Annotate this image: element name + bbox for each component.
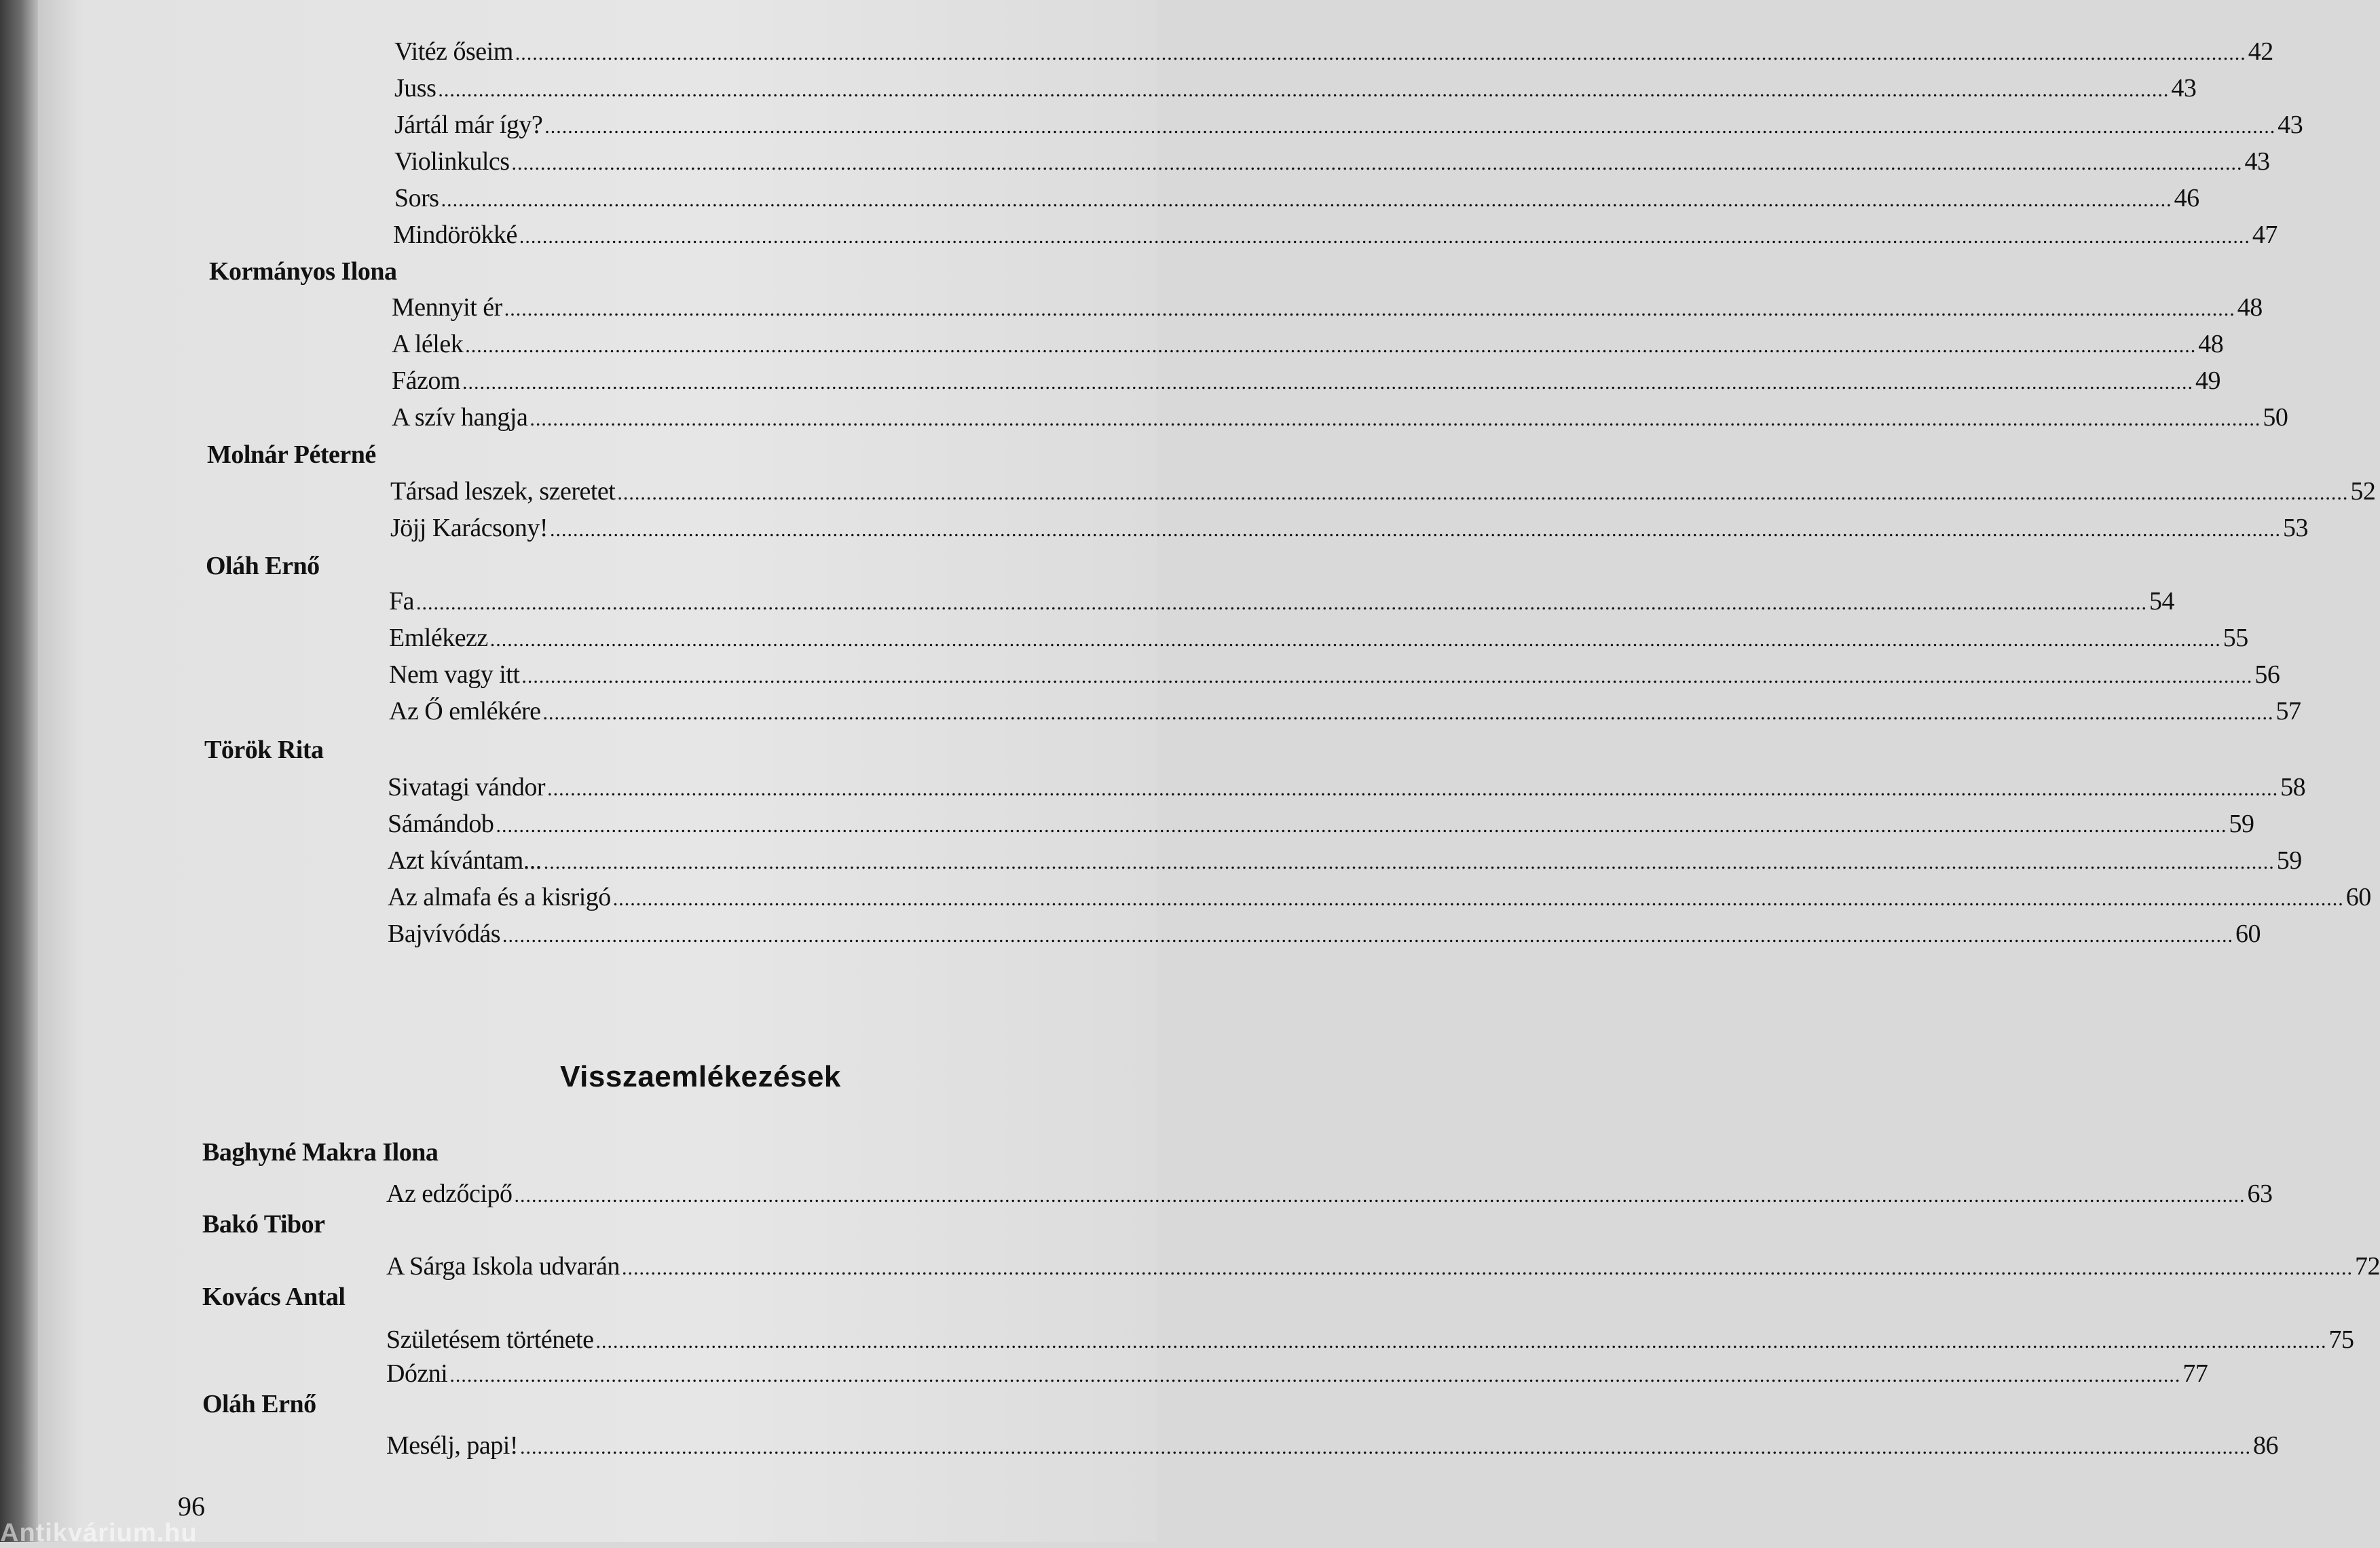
entry-page-number: 72	[2354, 1252, 2380, 1281]
author-name: Oláh Ernő	[206, 552, 320, 580]
entry-title: Juss	[394, 74, 436, 102]
entry-title: Születésem története	[386, 1325, 594, 1354]
toc-entry	[386, 1177, 2273, 1212]
entry-page-number: 60	[2235, 920, 2261, 948]
toc-entry	[386, 1429, 2279, 1464]
author-name: Baghyné Makra Ilona	[202, 1138, 439, 1167]
toc-entry	[388, 808, 2254, 842]
entry-title: Bajvívódás	[388, 920, 500, 948]
entry-page-number: 59	[2229, 810, 2254, 838]
author-name: Bakó Tibor	[202, 1210, 325, 1239]
entry-title: Az Ő emlékére	[389, 697, 541, 725]
dot-leader: ............................................................................................................................................................................................................................................................................................................	[449, 1364, 2181, 1386]
entry-title: A lélek	[392, 330, 464, 358]
author-name: Oláh Ernő	[202, 1390, 316, 1418]
dot-leader: ............................................................................................................................................................................................................................................................................................................	[416, 592, 2147, 614]
dot-leader: ............................................................................................................................................................................................................................................................................................................	[519, 225, 2250, 248]
entry-page-number: 47	[2252, 221, 2277, 249]
dot-leader: ............................................................................................................................................................................................................................................................................................................	[462, 371, 2193, 394]
entry-page-number: 53	[2283, 514, 2309, 542]
entry-page-number: 48	[2237, 293, 2263, 322]
toc-entry	[388, 881, 2371, 915]
entry-title: Mesélj, papi!	[386, 1431, 519, 1460]
entry-page-number: 60	[2345, 883, 2371, 911]
toc-entry	[386, 1357, 2208, 1392]
entry-title: Sámándob	[388, 810, 494, 838]
toc-entry	[394, 145, 2270, 180]
toc-entry	[392, 401, 2288, 436]
toc-entry	[394, 109, 2303, 143]
dot-leader: ............................................................................................................................................................................................................................................................................................................	[521, 665, 2253, 687]
entry-title: Violinkulcs	[394, 147, 510, 176]
dot-leader: ............................................................................................................................................................................................................................................................................................................	[529, 408, 2261, 430]
dot-leader: ............................................................................................................................................................................................................................................................................................................	[511, 152, 2243, 174]
entry-title: Nem vagy itt	[389, 660, 520, 689]
toc-entry	[389, 622, 2248, 656]
entry-title: Jöjj Karácsony!	[390, 514, 548, 542]
toc-entry	[388, 918, 2261, 952]
entry-title: A Sárga Iskola udvarán	[386, 1252, 620, 1281]
author-name: Molnár Péterné	[207, 440, 376, 469]
watermark-text: Antikvárium.hu	[0, 1519, 198, 1547]
dot-leader: ............................................................................................................................................................................................................................................................................................................	[595, 1330, 2327, 1353]
entry-title: Sors	[394, 184, 439, 212]
entry-page-number: 86	[2253, 1431, 2279, 1460]
dot-leader: ............................................................................................................................................................................................................................................................................................................	[515, 42, 2246, 64]
dot-leader: ............................................................................................................................................................................................................................................................................................................	[617, 482, 2349, 504]
entry-title: A szív hangja	[392, 403, 528, 432]
entry-page-number: 43	[2244, 147, 2270, 176]
dot-leader: ............................................................................................................................................................................................................................................................................................................	[502, 924, 2233, 947]
entry-page-number: 42	[2248, 37, 2273, 66]
dot-leader: ............................................................................................................................................................................................................................................................................................................	[489, 628, 2221, 651]
toc-entry	[389, 695, 2301, 730]
entry-page-number: 75	[2328, 1325, 2354, 1354]
entry-title: Fázom	[392, 366, 460, 395]
dot-leader: ............................................................................................................................................................................................................................................................................................................	[465, 335, 2197, 357]
entry-page-number: 50	[2263, 403, 2288, 432]
toc-entry	[393, 219, 2277, 253]
entry-title: Társad leszek, szeretet	[390, 477, 616, 506]
dot-leader: ............................................................................................................................................................................................................................................................................................................	[547, 778, 2279, 800]
toc-entry	[394, 72, 2197, 107]
entry-page-number: 59	[2276, 846, 2302, 875]
page-number: 96	[178, 1491, 205, 1522]
entry-page-number: 58	[2280, 773, 2306, 801]
toc-entry	[386, 1323, 2354, 1358]
dot-leader: ............................................................................................................................................................................................................................................................................................................	[544, 115, 2276, 138]
dot-leader: ............................................................................................................................................................................................................................................................................................................	[514, 1184, 2246, 1207]
toc-entry	[386, 1250, 2380, 1285]
entry-title: Mindörökké	[393, 221, 517, 249]
dot-leader: ............................................................................................................................................................................................................................................................................................................	[542, 702, 2274, 724]
entry-page-number: 43	[2171, 74, 2197, 102]
author-name: Kovács Antal	[202, 1283, 346, 1311]
toc-entry	[388, 771, 2306, 806]
toc-entry	[392, 291, 2263, 326]
dot-leader: ............................................................................................................................................................................................................................................................................................................	[438, 79, 2170, 101]
entry-page-number: 54	[2149, 587, 2174, 616]
toc-entry	[388, 844, 2302, 879]
dot-leader: ............................................................................................................................................................................................................................................................................................................	[520, 1436, 2252, 1458]
toc-entry	[392, 364, 2220, 399]
entry-title: Dózni	[386, 1359, 448, 1388]
author-name: Török Rita	[204, 736, 324, 764]
entry-title: Emlékezz	[389, 624, 488, 652]
entry-page-number: 55	[2223, 624, 2248, 652]
dot-leader: ............................................................................................................................................................................................................................................................................................................	[504, 298, 2235, 320]
entry-page-number: 49	[2195, 366, 2220, 395]
dot-leader: ............................................................................................................................................................................................................................................................................................................	[543, 851, 2275, 873]
entry-page-number: 63	[2247, 1179, 2273, 1208]
toc-entry	[389, 585, 2174, 620]
entry-page-number: 56	[2254, 660, 2280, 689]
toc-entry	[392, 328, 2224, 362]
entry-title: Vitéz őseim	[394, 37, 513, 66]
entry-page-number: 52	[2350, 477, 2376, 506]
toc-entry	[390, 475, 2376, 510]
toc-entry	[389, 658, 2280, 693]
toc-entry	[394, 182, 2199, 216]
entry-title: Az edzőcipő	[386, 1179, 513, 1208]
dot-leader: ............................................................................................................................................................................................................................................................................................................	[621, 1257, 2353, 1279]
section-heading: Visszaemlékezések	[560, 1060, 841, 1093]
entry-title: Sivatagi vándor	[388, 773, 546, 801]
toc-entry	[394, 35, 2273, 70]
entry-page-number: 48	[2198, 330, 2224, 358]
toc-entry	[390, 512, 2309, 546]
entry-title: Fa	[389, 587, 414, 616]
entry-title: Jártál már így?	[394, 111, 543, 139]
entry-title: Az almafa és a kisrigó	[388, 883, 611, 911]
dot-leader: ............................................................................................................................................................................................................................................................................................................	[441, 189, 2172, 211]
dot-leader: ............................................................................................................................................................................................................................................................................................................	[550, 518, 2282, 541]
entry-page-number: 77	[2182, 1359, 2208, 1388]
dot-leader: ............................................................................................................................................................................................................................................................................................................	[496, 814, 2227, 837]
entry-page-number: 46	[2174, 184, 2199, 212]
author-name: Kormányos Ilona	[209, 257, 397, 286]
entry-page-number: 43	[2277, 111, 2303, 139]
entry-title: Mennyit ér	[392, 293, 502, 322]
dot-leader: ............................................................................................................................................................................................................................................................................................................	[612, 888, 2344, 910]
entry-title: Azt kívántam...	[388, 846, 542, 875]
entry-page-number: 57	[2275, 697, 2301, 725]
